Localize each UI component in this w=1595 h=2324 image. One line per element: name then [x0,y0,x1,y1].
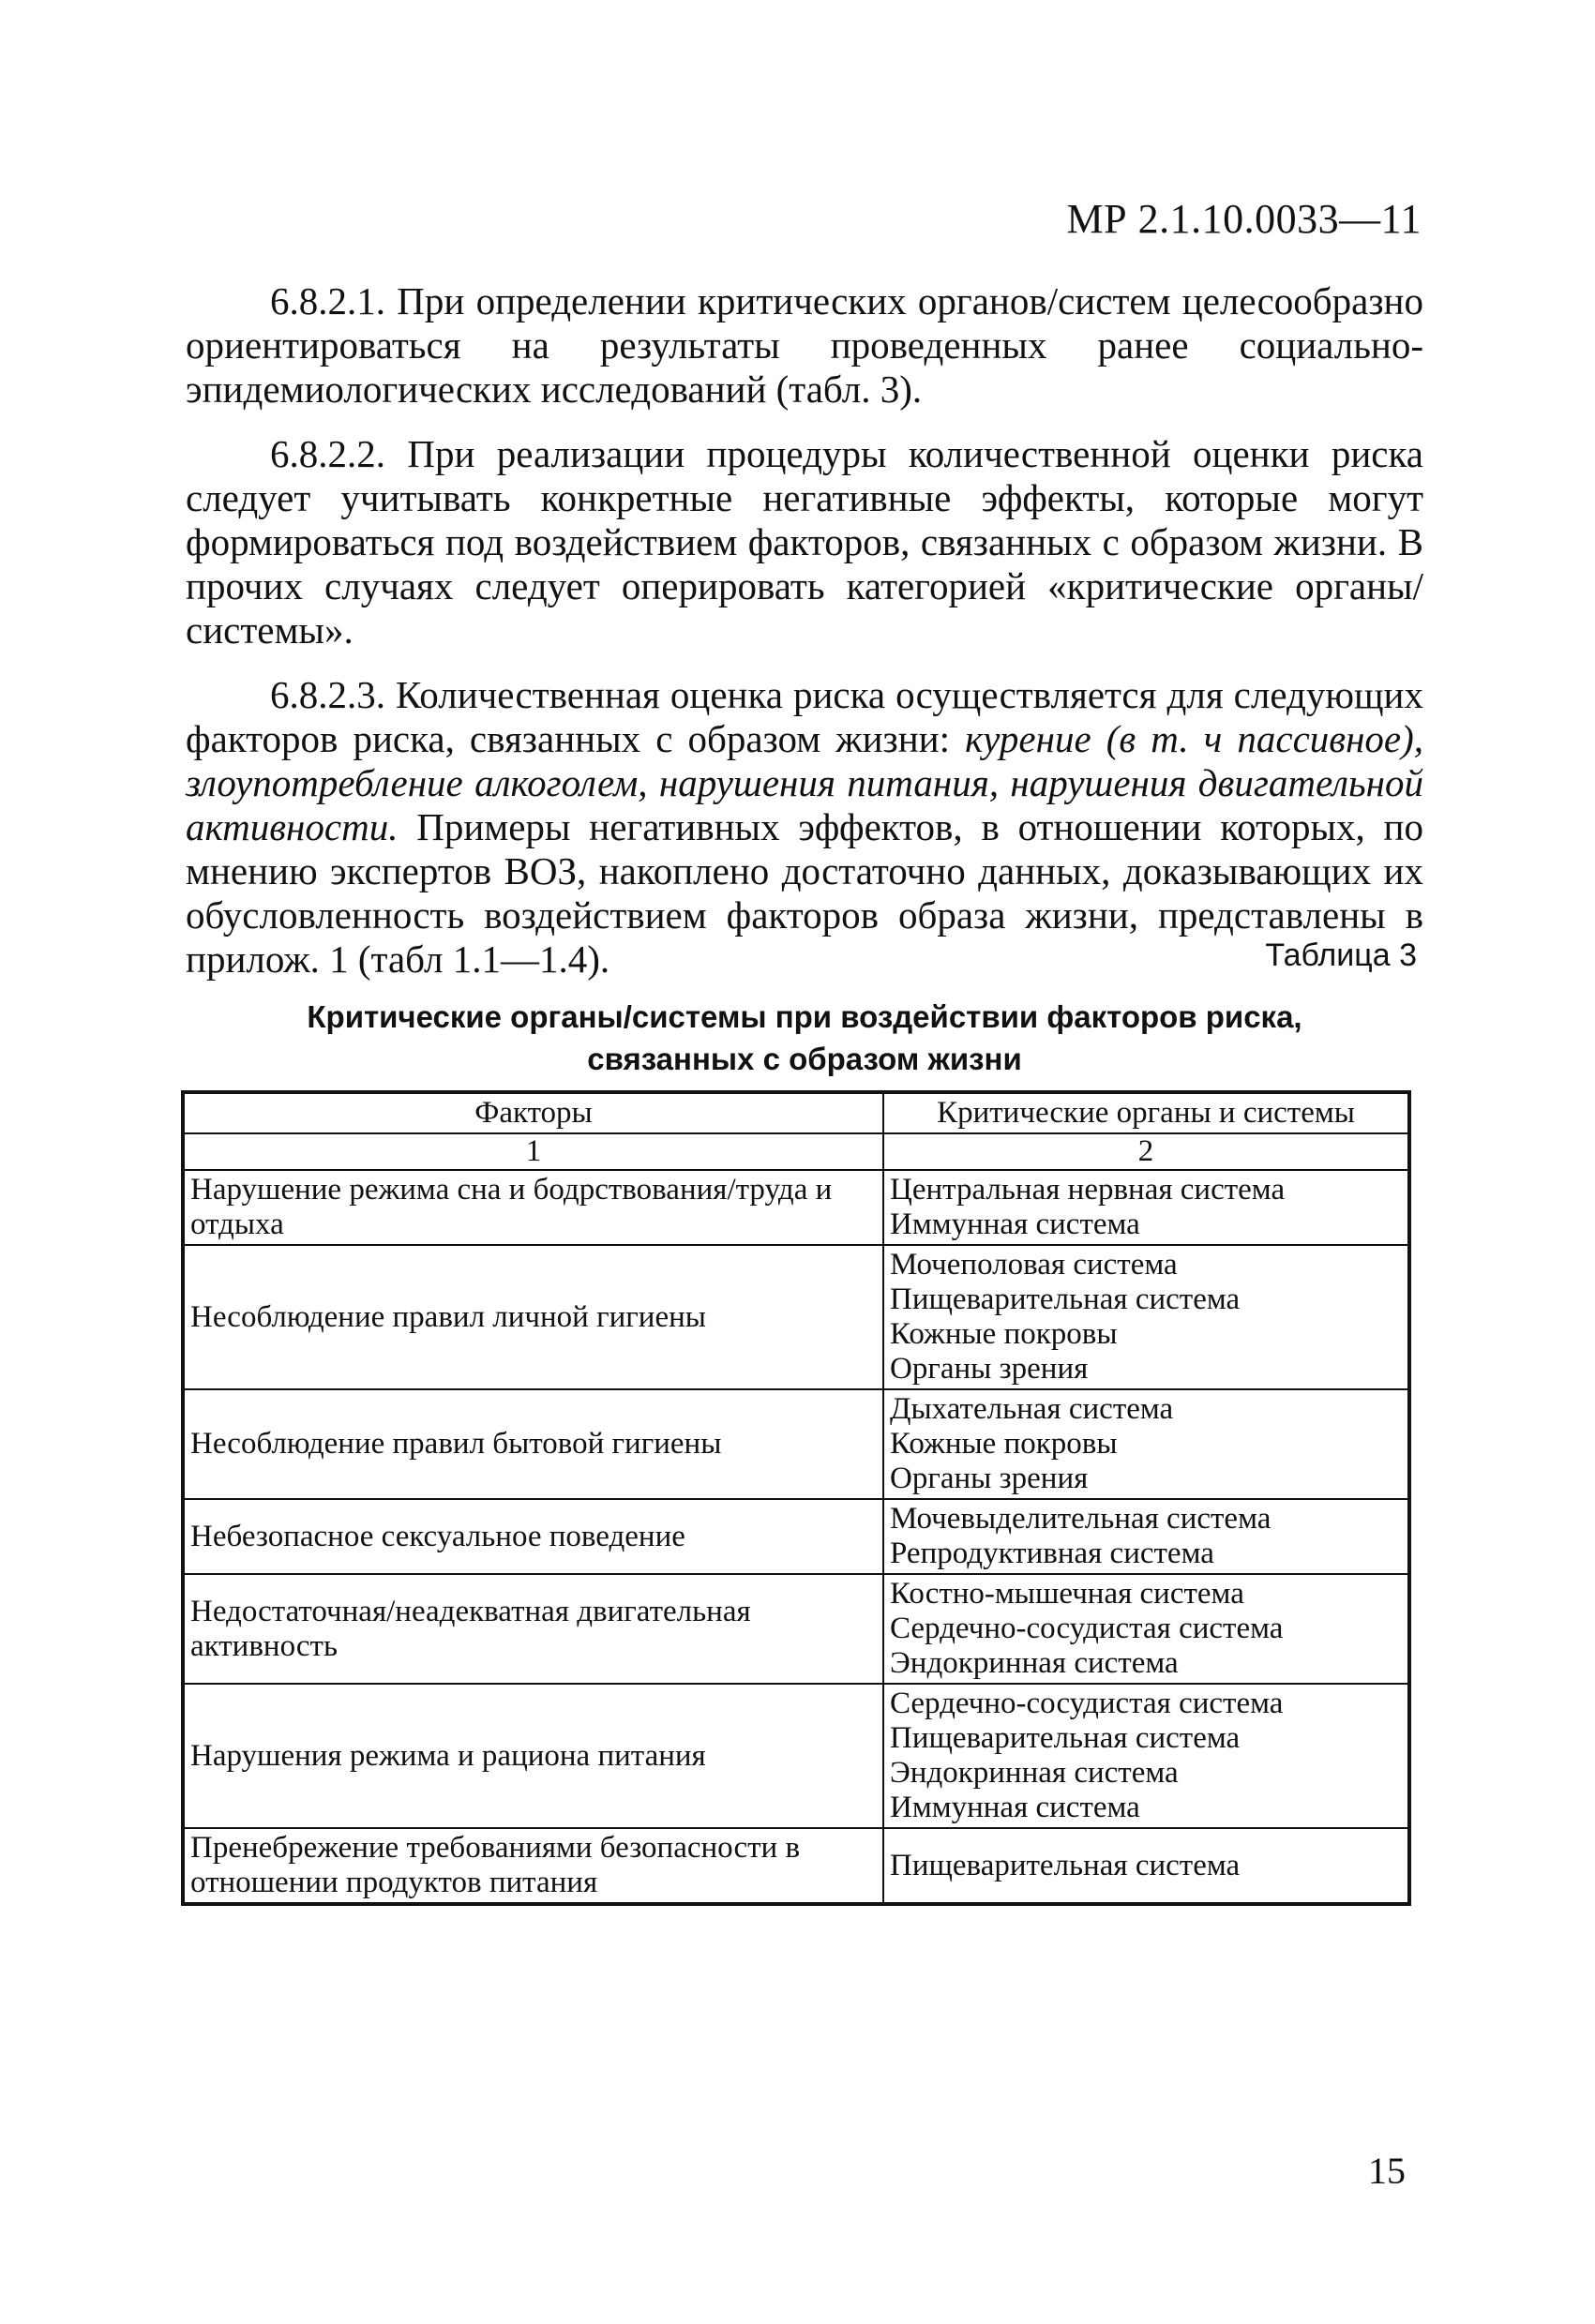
organ-item: Органы зрения [890,1462,1089,1495]
paragraph-text-start: 6.8.2.3. Количественная оценка риска осуществляется для следующих факторов риска, связанных с образом жизни: [186,673,1423,760]
column-number-2: 2 [883,1133,1409,1170]
critical-organs-table [181,1090,1411,1906]
table-row [183,1684,1409,1828]
factor-cell: Нарушение режима сна и бодрствования/труда и отдыха [183,1170,883,1245]
organ-item: Органы зрения [890,1352,1089,1386]
factor-cell: Несоблюдение правил бытовой гигиены [183,1389,883,1499]
factor-cell: Несоблюдение правил личной гигиены [183,1245,883,1389]
table-title-line-1: Критические органы/системы при воздействии факторов риска, [307,999,1302,1034]
organ-item: Мочевыделительная система [890,1502,1271,1536]
organ-item: Кожные покровы [890,1427,1118,1461]
paragraph-6-8-2-2: 6.8.2.2. При реализации процедуры количественной оценки риска следует учитывать конкретные негативные эффекты, которые могут формироваться под воздействием факторов, связанных с образом жизни. В прочих случаях следует оперировать категорией «критические органы/системы». [186,432,1423,652]
paragraph-6-8-2-1: 6.8.2.1. При определении критических органов/систем целесообразно ориентироваться на результаты проведенных ранее социально-эпидемиологических исследований (табл. 3). [186,279,1423,411]
table-row [183,1828,1409,1904]
organ-item: Репродуктивная система [890,1537,1214,1570]
organ-item: Центральная нервная система [890,1173,1286,1207]
table-row [183,1499,1409,1574]
organs-cell [883,1389,1409,1499]
organ-item: Иммунная система [890,1207,1140,1241]
organs-cell [883,1828,1409,1904]
organ-item: Пищеварительная система [890,1721,1241,1755]
paragraph-text-end: Примеры негативных эффектов, в отношении которых, по мнению экспертов ВОЗ, накоплено достаточно данных, доказывающих их обусловленность воздействием факторов образа жизни, представлены в прилож. 1 (табл 1.1—1.4). [186,805,1423,981]
table-row [183,1389,1409,1499]
header-factors: Факторы [183,1092,883,1133]
organs-cell [883,1574,1409,1684]
table-title [186,996,1423,1080]
organ-item: Пищеварительная система [890,1848,1241,1882]
column-number-row [183,1133,1409,1170]
organ-item: Иммунная система [890,1791,1140,1824]
table-row [183,1574,1409,1684]
organ-item: Эндокринная система [890,1646,1179,1680]
document-code: МР 2.1.10.0033—11 [1066,196,1422,242]
organ-item: Сердечно-сосудистая система [890,1612,1284,1645]
column-number-1: 1 [183,1133,883,1170]
organ-item: Мочеполовая система [890,1248,1178,1282]
risk-factors-italic: курение (в т. ч пассивное), злоупотребление алкоголем, нарушения питания, нарушения двигательной активности. [186,717,1424,848]
table-body [183,1170,1409,1904]
organ-item: Эндокринная система [890,1756,1179,1790]
table-title-line-2: связанных с образом жизни [587,1042,1022,1076]
body-text [186,279,1423,1002]
table-row [183,1245,1409,1389]
header-critical-organs: Критические органы и системы [883,1092,1409,1133]
table-label: Таблица 3 [1265,937,1417,973]
paragraph-6-8-2-3 [186,673,1423,982]
factor-cell: Пренебрежение требованиями безопасности в отношении продуктов питания [183,1828,883,1904]
organs-cell [883,1170,1409,1245]
organs-cell [883,1499,1409,1574]
table-row [183,1170,1409,1245]
table-header-row [183,1092,1409,1133]
factor-cell: Небезопасное сексуальное поведение [183,1499,883,1574]
organ-item: Костно-мышечная система [890,1577,1244,1611]
organ-item: Кожные покровы [890,1317,1118,1351]
organ-item: Пищеварительная система [890,1282,1241,1316]
organs-cell [883,1684,1409,1828]
organ-item: Дыхательная система [890,1392,1174,1426]
page-number: 15 [1368,2150,1406,2192]
factor-cell: Недостаточная/неадекватная двигательная активность [183,1574,883,1684]
organs-cell [883,1245,1409,1389]
factor-cell: Нарушения режима и рациона питания [183,1684,883,1828]
organ-item: Сердечно-сосудистая система [890,1687,1284,1720]
